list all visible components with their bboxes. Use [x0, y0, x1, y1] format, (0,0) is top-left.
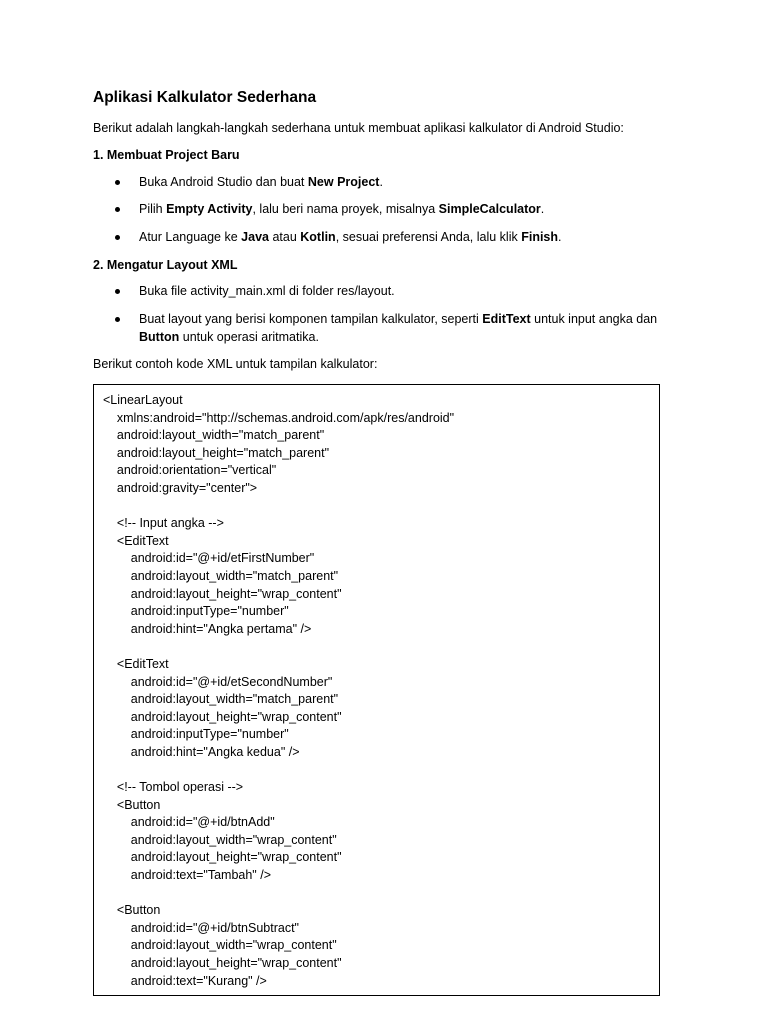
text-run: Buka Android Studio dan buat	[139, 175, 308, 189]
bold-run: Empty Activity	[166, 202, 253, 216]
code-line: android:id="@+id/etFirstNumber"	[103, 551, 315, 566]
bullet-dot-icon	[115, 235, 120, 240]
text-run: untuk input angka dan	[530, 312, 658, 326]
code-line: android:inputType="number"	[103, 727, 289, 742]
code-line	[103, 638, 454, 656]
bullet-dot-icon	[115, 289, 120, 294]
text-run: Pilih	[139, 202, 167, 216]
code-line: android:layout_width="match_parent"	[103, 692, 339, 707]
code-line: android:id="@+id/btnSubtract"	[103, 920, 299, 935]
intro-paragraph: Berikut adalah langkah-langkah sederhana untuk membuat aplikasi kalkulator di Android Studio:	[93, 121, 624, 135]
document-title: Aplikasi Kalkulator Sederhana	[93, 89, 317, 106]
code-line: android:layout_height="wrap_content"	[103, 709, 342, 724]
code-line: <Button	[103, 797, 161, 812]
bold-run: Button	[139, 329, 180, 344]
bullet-text	[139, 174, 659, 192]
code-line: android:orientation="vertical"	[103, 463, 277, 478]
code-lines	[103, 392, 454, 990]
bullet-dot-icon	[115, 207, 120, 212]
bold-run: SimpleCalculator	[438, 202, 541, 216]
code-line: <!-- Input angka -->	[103, 516, 224, 531]
code-line: android:layout_height="wrap_content"	[103, 850, 342, 865]
code-line: android:layout_width="wrap_content"	[103, 832, 337, 847]
bold-run: Java	[241, 230, 269, 244]
bullet-text	[139, 311, 659, 346]
code-line: android:layout_height="match_parent"	[103, 445, 330, 460]
bold-run: EditText	[482, 312, 531, 326]
code-line: android:layout_height="wrap_content"	[103, 586, 342, 601]
bullet-text	[139, 229, 659, 247]
code-line: android:id="@+id/btnAdd"	[103, 815, 275, 830]
code-line: android:layout_width="match_parent"	[103, 568, 339, 583]
code-line: android:layout_height="wrap_content"	[103, 956, 342, 970]
bold-run: Kotlin	[300, 230, 336, 244]
code-line: android:text="Tambah" />	[103, 868, 271, 883]
bullet-text	[139, 201, 659, 219]
code-line: android:layout_width="wrap_content"	[103, 938, 337, 953]
code-line: android:layout_width="match_parent"	[103, 428, 325, 443]
bold-run: Finish	[521, 230, 559, 244]
code-line: <Button	[103, 903, 161, 918]
code-line: android:text="Kurang" />	[103, 973, 267, 988]
text-run: .	[379, 175, 383, 189]
code-line: <EditText	[103, 533, 169, 548]
code-line: xmlns:android="http://schemas.android.com/apk/res/android"	[103, 410, 455, 425]
code-line: <EditText	[103, 656, 169, 671]
text-run: untuk operasi aritmatika.	[179, 329, 319, 344]
text-run: .	[558, 230, 562, 244]
code-block	[93, 384, 660, 996]
bold-run: New Project	[307, 175, 380, 189]
code-line	[103, 761, 454, 779]
text-run: , sesuai preferensi Anda, lalu klik	[335, 230, 522, 244]
text-run: , lalu beri nama proyek, misalnya	[252, 202, 439, 216]
code-line: android:hint="Angka pertama" />	[103, 621, 312, 636]
code-line	[103, 885, 454, 903]
code-line: <!-- Tombol operasi -->	[103, 780, 244, 795]
code-line	[103, 498, 454, 516]
code-line: android:inputType="number"	[103, 604, 289, 619]
text-run: Buka file activity_main.xml di folder res/layout.	[139, 284, 395, 298]
text-run: Buat layout yang berisi komponen tampilan kalkulator, seperti	[139, 312, 483, 326]
text-run: Atur Language ke	[139, 230, 242, 244]
bullet-text	[139, 283, 659, 301]
code-line: android:hint="Angka kedua" />	[103, 744, 300, 759]
code-intro-paragraph: Berikut contoh kode XML untuk tampilan kalkulator:	[93, 357, 378, 371]
text-run: .	[540, 202, 545, 216]
code-line: android:gravity="center">	[103, 480, 258, 495]
text-run: atau	[268, 230, 301, 244]
bullet-dot-icon	[115, 180, 120, 185]
bullet-dot-icon	[115, 317, 120, 322]
section-heading-project: 1. Membuat Project Baru	[93, 148, 240, 162]
code-line: <LinearLayout	[103, 393, 183, 407]
section-heading-layout: 2. Mengatur Layout XML	[93, 258, 238, 272]
code-line: android:id="@+id/etSecondNumber"	[103, 674, 333, 689]
